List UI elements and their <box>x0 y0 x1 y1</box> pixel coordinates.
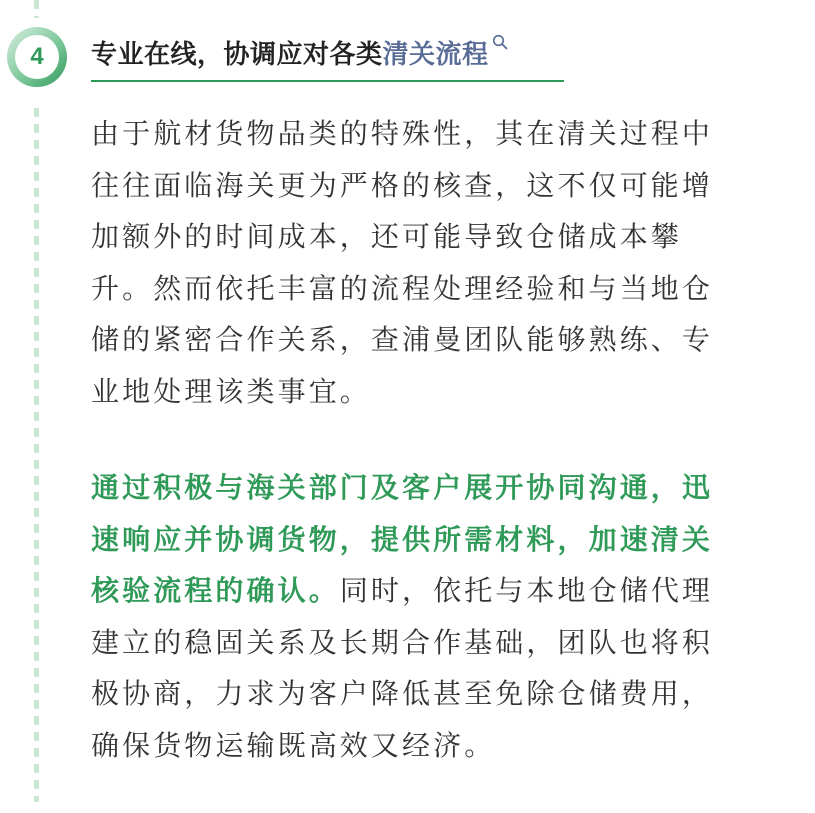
heading-underline <box>91 80 564 82</box>
heading-text: 专业在线，协调应对各类 <box>91 40 383 70</box>
paragraph-detail <box>91 462 731 771</box>
timeline-dash-line <box>34 108 39 802</box>
search-icon[interactable] <box>492 34 508 50</box>
paragraph-detail-text: 同时，依托与本地仓储代理建立的稳固关系及长期合作基础，团队也将积极协商，力求为客户降低甚至免除仓储费用，确保货物运输既高效又经济。 <box>91 574 714 762</box>
section-number-badge <box>4 24 70 90</box>
timeline-dash-top <box>34 0 39 18</box>
section-number: 4 <box>30 43 44 70</box>
highlighted-text: 通过积极与海关部门及客户展开协同沟通，迅速响应并协调货物，提供所需材料，加速清关核验流程的确认。 <box>91 471 714 607</box>
section-heading <box>91 30 508 80</box>
heading-search-link[interactable]: 清关流程 <box>382 40 489 70</box>
paragraph-intro: 由于航材货物品类的特殊性，其在清关过程中往往面临海关更为严格的核查，这不仅可能增加额外的时间成本，还可能导致仓储成本攀升。然而依托丰富的流程处理经验和与当地仓储的紧密合作关系，查浦曼团队能够熟练、专业地处理该类事宜。 <box>91 117 714 408</box>
